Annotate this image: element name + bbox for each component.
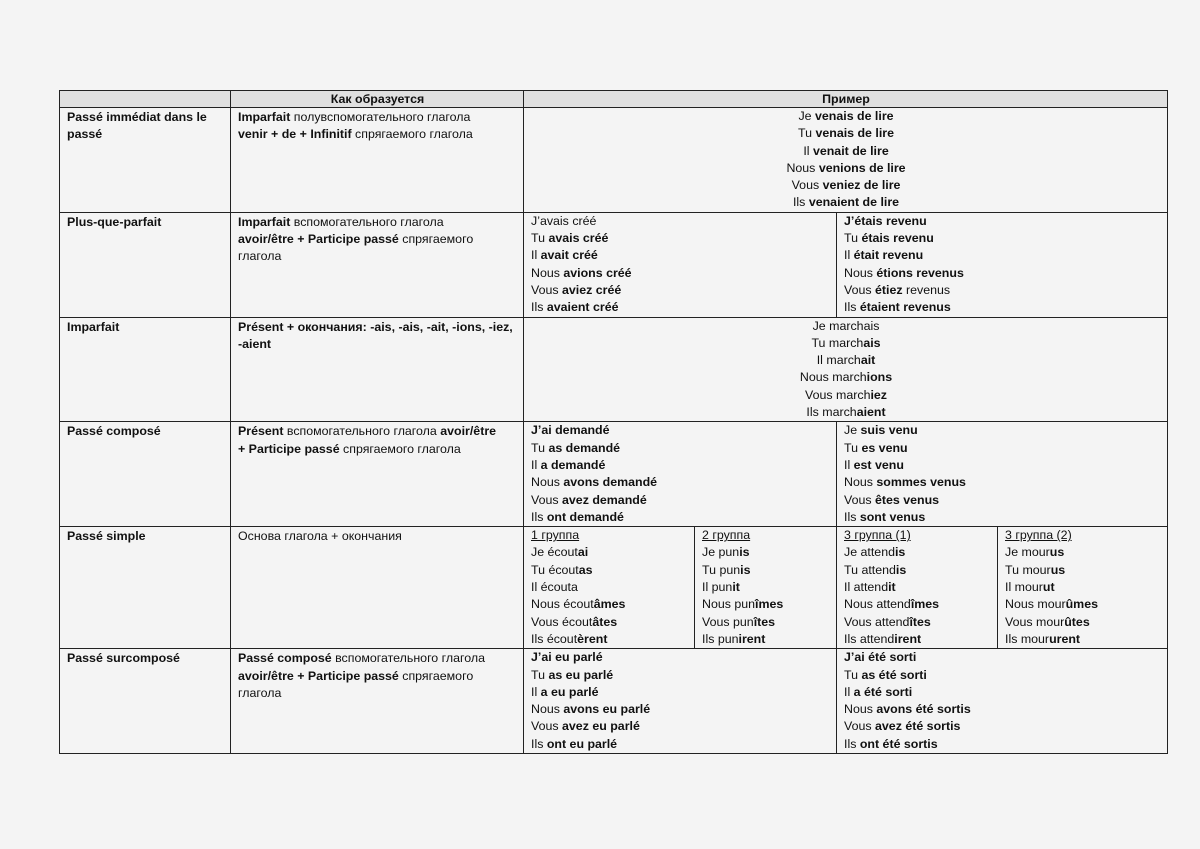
text-line: Il a demandé <box>531 457 606 472</box>
text-line: глагола <box>238 249 282 264</box>
text-line: Vous avez eu parlé <box>531 719 640 734</box>
tense-name: Passé composé <box>60 422 231 527</box>
text-line: Il a eu parlé <box>531 684 599 699</box>
text-line: Vous attendîtes <box>844 614 931 629</box>
example-cell-avoir <box>524 212 837 317</box>
example-cell-group-2 <box>695 527 837 649</box>
tense-name: Passé surcomposé <box>60 649 231 754</box>
text-line: avoir/être + Participe passé спрягаемого <box>238 668 474 683</box>
text-line: Tu es venu <box>844 440 908 455</box>
grammar-table-page <box>59 90 1167 754</box>
table-row <box>60 317 1168 422</box>
text-line: Nous marchions <box>799 370 893 385</box>
text-line: Nous mourûmes <box>1005 597 1098 612</box>
text-line: Tu écoutas <box>531 562 593 577</box>
formation-cell <box>231 422 524 527</box>
header-example: Пример <box>524 91 1168 108</box>
text-line: Vous écoutâtes <box>531 614 618 629</box>
text-line: Présent вспомогательного глагола avoir/être <box>238 424 497 439</box>
text-line: Je mourus <box>1005 545 1065 560</box>
text-line: Tu attendis <box>844 562 907 577</box>
formation-cell <box>231 212 524 317</box>
formation-cell <box>231 527 524 649</box>
tense-name: Passé simple <box>60 527 231 649</box>
text-line: Imparfait вспомогательного глагола <box>238 214 444 229</box>
text-line: глагола <box>238 685 282 700</box>
table-row <box>60 422 1168 527</box>
text-line: Il a été sorti <box>844 684 913 699</box>
text-line: + Participe passé спрягаемого глагола <box>238 441 461 456</box>
text-line: Nous sommes venus <box>844 475 966 490</box>
text-line: Ils venaient de lire <box>792 195 900 210</box>
text-line: J’ai été sorti <box>844 650 917 665</box>
formation-cell <box>231 108 524 213</box>
example-cell-avoir <box>524 649 837 754</box>
example-cell <box>524 108 1168 213</box>
text-line: Ils ont eu parlé <box>531 736 618 751</box>
example-cell-group-1 <box>524 527 695 649</box>
text-line: Il était revenu <box>844 248 924 263</box>
text-line: 3 группа (2) <box>1005 528 1072 543</box>
text-line: Tu punis <box>702 562 751 577</box>
text-line: Tu as eu parlé <box>531 667 614 682</box>
table-row <box>60 212 1168 317</box>
text-line: 2 группа <box>702 528 751 543</box>
text-line: Il attendit <box>844 580 896 595</box>
text-line: Nous étions revenus <box>844 265 964 280</box>
text-line: Nous avons demandé <box>531 475 658 490</box>
text-line: Présent + окончания: -ais, -ais, -ait, -ions, -iez, <box>238 319 513 334</box>
text-line: Je écoutai <box>531 545 589 560</box>
text-line: Nous écoutâmes <box>531 597 626 612</box>
text-line: Vous mourûtes <box>1005 614 1090 629</box>
text-line: Il avait créé <box>531 248 598 263</box>
text-line: Ils marchaient <box>806 405 886 420</box>
text-line: Passé composé вспомогательного глагола <box>238 651 485 666</box>
example-cell-etre <box>837 422 1168 527</box>
text-line: Ils ont été sortis <box>844 736 938 751</box>
text-line: Основа глагола + окончания <box>238 529 402 544</box>
text-line: J’ai demandé <box>531 423 610 438</box>
text-line: Je punis <box>702 545 750 560</box>
text-line: Tu as été sorti <box>844 667 927 682</box>
text-line: Tu étais revenu <box>844 231 934 246</box>
text-line: 1 группа <box>531 528 580 543</box>
example-cell-etre <box>837 649 1168 754</box>
text-line: -aient <box>238 336 272 351</box>
text-line: Je marchais <box>812 318 880 333</box>
table-row <box>60 108 1168 213</box>
text-line: Ils moururent <box>1005 631 1081 646</box>
tense-table <box>59 90 1168 754</box>
table-row <box>60 527 1168 649</box>
text-line: Nous attendîmes <box>844 597 940 612</box>
text-line: avoir/être + Participe passé спрягаемого <box>238 232 474 247</box>
text-line: Il mourut <box>1005 580 1055 595</box>
text-line: Nous punîmes <box>702 597 784 612</box>
text-line: Nous avions créé <box>531 265 632 280</box>
text-line: Ils punirent <box>702 631 766 646</box>
text-line: Vous aviez créé <box>531 282 622 297</box>
text-line: Vous étiez revenus <box>844 282 951 297</box>
text-line: Vous marchiez <box>805 387 887 402</box>
tense-name: Imparfait <box>60 317 231 422</box>
text-line: Imparfait полувспомогательного глагола <box>238 110 471 124</box>
formation-cell <box>231 649 524 754</box>
header-tense <box>60 91 231 108</box>
text-line: Il écouta <box>531 580 578 595</box>
text-line: Il venait de lire <box>803 143 889 158</box>
text-line: Vous veniez de lire <box>791 178 901 193</box>
text-line: Tu mourus <box>1005 562 1066 577</box>
text-line: 3 группа (1) <box>844 528 911 543</box>
text-line: Vous avez été sortis <box>844 719 961 734</box>
text-line: Tu as demandé <box>531 440 621 455</box>
text-line: Ils ont demandé <box>531 509 624 524</box>
example-cell <box>524 317 1168 422</box>
text-line: J’avais créé <box>531 213 597 228</box>
text-line: Je venais de lire <box>798 109 894 123</box>
text-line: Ils écoutèrent <box>531 631 608 646</box>
text-line: Nous avons été sortis <box>844 702 971 717</box>
text-line: Vous êtes venus <box>844 492 940 507</box>
example-cell-group-3b <box>998 527 1168 649</box>
text-line: Je suis venu <box>844 423 918 438</box>
text-line: Il marchait <box>816 353 876 368</box>
text-line: Vous punîtes <box>702 614 776 629</box>
example-cell-group-3a <box>837 527 998 649</box>
text-line: Ils attendirent <box>844 631 922 646</box>
text-line: Nous avons eu parlé <box>531 702 651 717</box>
formation-cell <box>231 317 524 422</box>
tense-name: Plus-que-parfait <box>60 212 231 317</box>
text-line: Ils étaient revenus <box>844 300 951 315</box>
text-line: Il punit <box>702 580 740 595</box>
tense-name: Passé immédiat dans le passé <box>60 108 231 213</box>
text-line: J’ai eu parlé <box>531 650 603 665</box>
text-line: venir + de + Infinitif спрягаемого глагола <box>238 127 473 142</box>
text-line: Tu avais créé <box>531 231 609 246</box>
text-line: Vous avez demandé <box>531 492 647 507</box>
example-cell-etre <box>837 212 1168 317</box>
text-line: Ils sont venus <box>844 509 926 524</box>
text-line: Ils avaient créé <box>531 300 619 315</box>
header-row <box>60 91 1168 108</box>
text-line: Tu venais de lire <box>798 126 894 141</box>
example-cell-avoir <box>524 422 837 527</box>
text-line: Nous venions de lire <box>786 160 906 175</box>
text-line: Je attendis <box>844 545 906 560</box>
header-how: Как образуется <box>231 91 524 108</box>
text-line: Tu marchais <box>811 335 881 350</box>
text-line: J’étais revenu <box>844 213 927 228</box>
text-line: Il est venu <box>844 457 904 472</box>
table-row <box>60 649 1168 754</box>
